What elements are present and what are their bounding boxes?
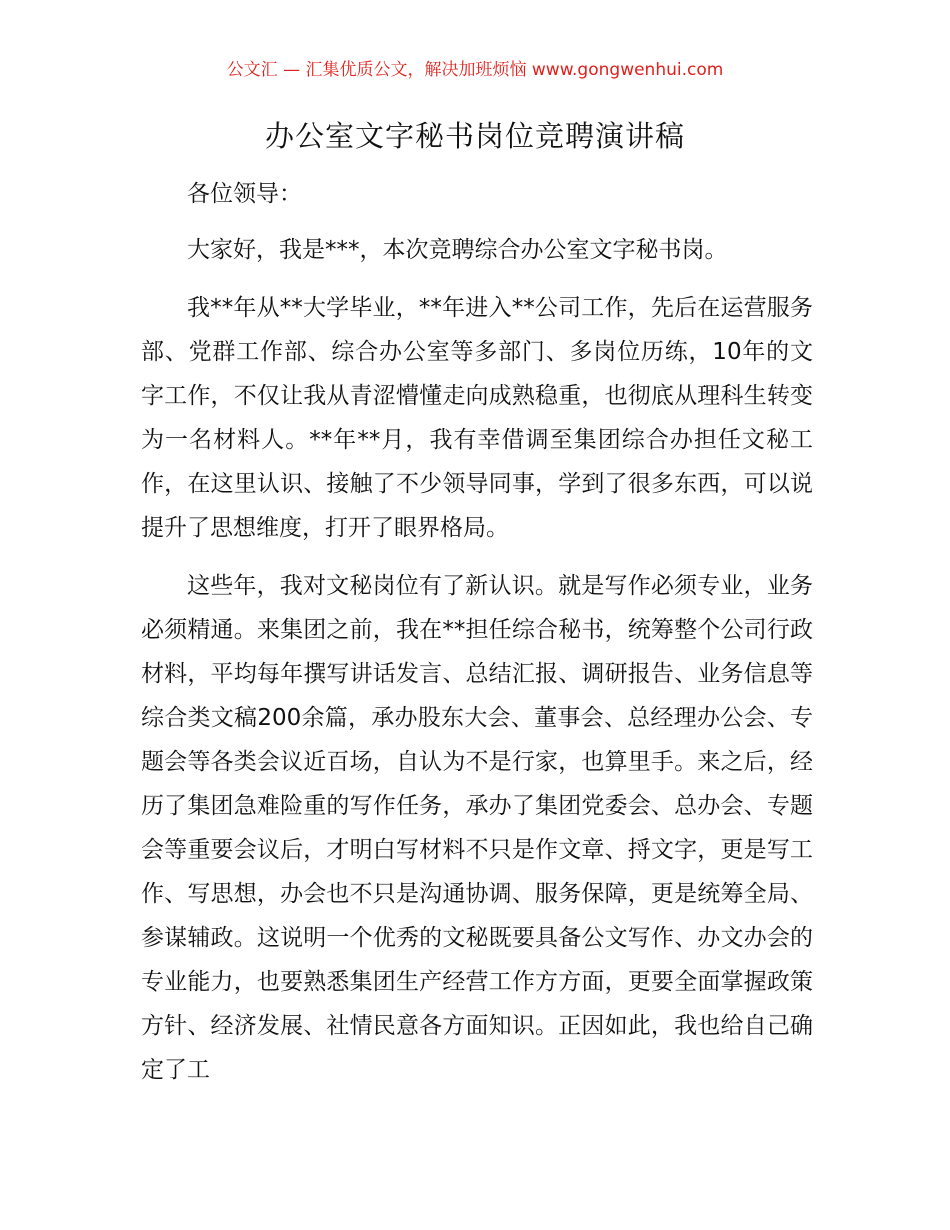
paragraph-2: 我**年从**大学毕业，**年进入**公司工作，先后在运营服务部、党群工作部、综合办公室等多部门、多岗位历练，10年的文字工作，不仅让我从青涩懵懂走向成熟稳重，也彻底从理科生转变为一名材料人。**年**月，我有幸借调至集团综合办担任文秘工作，在这里认识、接触了不少领导同事，学到了很多东西，可以说提升了思想维度，打开了眼界格局。 (141, 295, 813, 541)
header-banner: 公文汇 — 汇集优质公文，解决加班烦恼 www.gongwenhui.com (226, 60, 724, 80)
document-body (141, 172, 813, 1106)
document-title: 办公室文字秘书岗位竞聘演讲稿 (264, 119, 685, 153)
paragraph-1: 大家好，我是***，本次竞聘综合办公室文字秘书岗。 (187, 237, 728, 263)
greeting: 各位领导： (187, 181, 302, 207)
paragraph-3: 这些年，我对文秘岗位有了新认识。就是写作必须专业，业务必须精通。来集团之前，我在**担任综合秘书，统筹整个公司行政材料，平均每年撰写讲话发言、总结汇报、调研报告、业务信息等综合类文稿200余篇，承办股东大会、董事会、总经理办公会、专题会等各类会议近百场，自认为不是行家，也算里手。来之后，经历了集团急难险重的写作任务，承办了集团党委会、总办会、专题会等重要会议后，才明白写材料不只是作文章、捋文字，更是写工作、写思想，办会也不只是沟通协调、服务保障，更是统筹全局、参谋辅政。这说明一个优秀的文秘既要具备公文写作、办文办会的专业能力，也要熟悉集团生产经营工作方方面，更要全面掌握政策方针、经济发展、社情民意各方面知识。正因如此，我也给自己确定了工 (141, 573, 813, 1083)
